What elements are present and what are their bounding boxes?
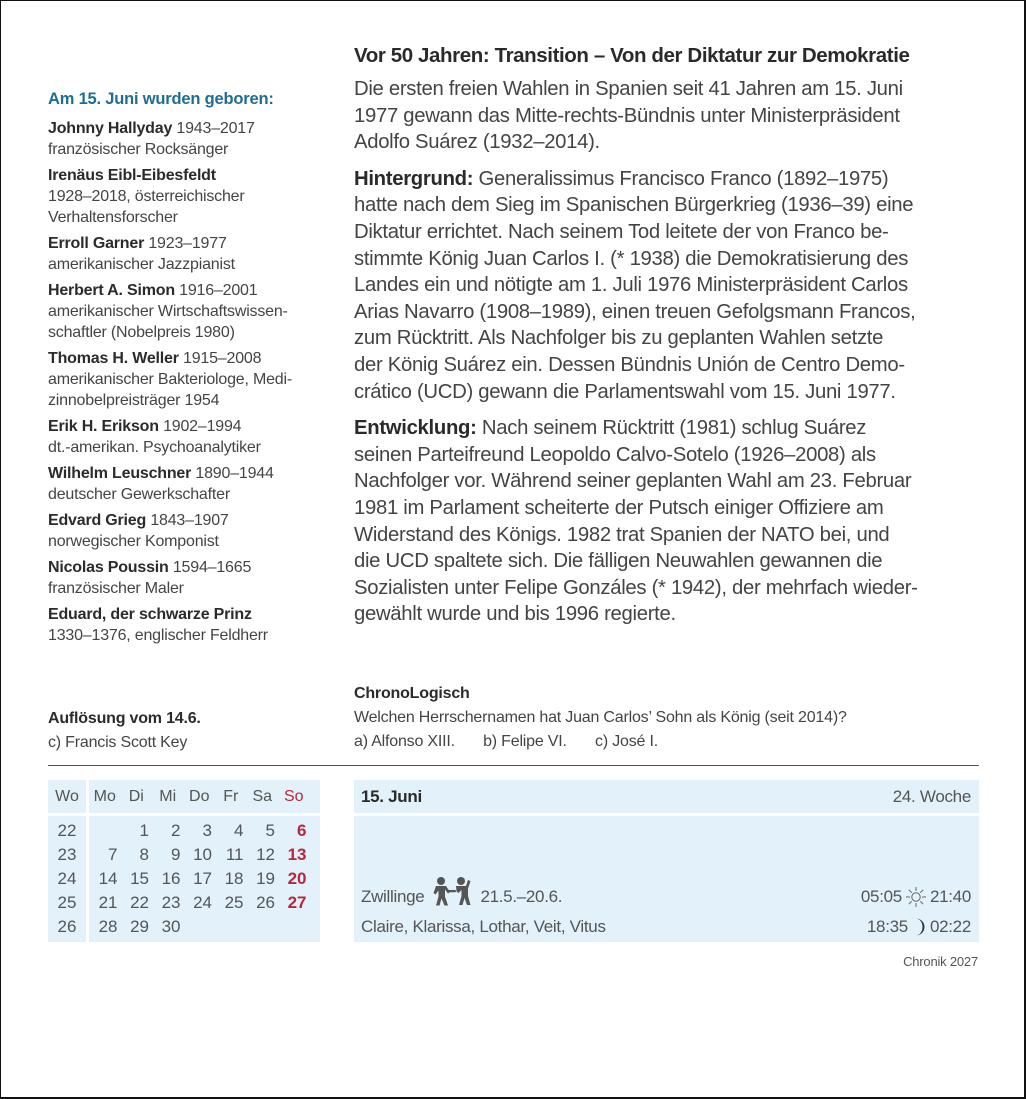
footer-label: Chronik 2027 bbox=[903, 954, 978, 969]
birth-name: Nicolas Poussin bbox=[48, 559, 169, 576]
calendar-day: 22 bbox=[130, 893, 149, 912]
calendar-day-header: Mi bbox=[159, 787, 177, 805]
birth-description: amerikanischer Jazzpianist bbox=[48, 256, 235, 273]
quiz-section bbox=[354, 682, 979, 754]
calendar-week-row bbox=[89, 891, 320, 915]
calendar-day: 2 bbox=[171, 821, 181, 840]
quiz-question: Welchen Herrschernamen hat Juan Carlos’ Sohn als König (seit 2014)? bbox=[354, 709, 847, 726]
article-line: Sozialisten unter Felipe Gonzáles (* 1942), der mehrfach wieder- bbox=[354, 576, 918, 599]
solution-section bbox=[48, 707, 328, 755]
calendar-day: 21 bbox=[98, 893, 118, 912]
birth-name: Thomas H. Weller bbox=[48, 350, 179, 367]
article-development bbox=[354, 415, 979, 628]
article-title: Vor 50 Jahren: Transition – Von der Diktatur zur Demokratie bbox=[354, 44, 910, 67]
quiz-option-c: c) José I. bbox=[595, 733, 658, 750]
calendar-day: 28 bbox=[98, 917, 118, 936]
sun-times bbox=[861, 886, 971, 908]
calendar-day: 17 bbox=[193, 869, 212, 888]
calendar-day-header: So bbox=[283, 787, 304, 805]
solution-answer: c) Francis Scott Key bbox=[48, 734, 188, 751]
calendar-day: 26 bbox=[256, 893, 275, 912]
births-section bbox=[48, 88, 323, 651]
background-first-line: Generalissimus Francisco Franco (1892–1975) bbox=[473, 167, 889, 190]
article-intro bbox=[354, 76, 979, 156]
calendar-week-header: Wo bbox=[48, 780, 86, 813]
birth-years: 1594–1665 bbox=[172, 559, 252, 576]
calendar-week-row bbox=[89, 819, 320, 843]
birth-years: 1890–1944 bbox=[195, 465, 274, 482]
calendar-day: 27 bbox=[287, 893, 307, 912]
calendar-days-column bbox=[89, 780, 320, 942]
calendar-day: 14 bbox=[98, 869, 118, 888]
background-lead: Hintergrund: bbox=[354, 167, 474, 190]
zodiac-range: 21.5.–20.6. bbox=[480, 887, 563, 906]
birth-description: amerikanischer Bakteriologe, Medi- bbox=[48, 371, 292, 388]
article-line: stimmte König Juan Carlos I. (* 1938) die Demokratisierung des bbox=[354, 247, 909, 270]
calendar-day: 13 bbox=[287, 845, 307, 864]
birth-entry bbox=[48, 348, 323, 411]
calendar-week-number: 24 bbox=[57, 869, 77, 888]
birth-entry bbox=[48, 416, 323, 458]
quiz-title: ChronoLogisch bbox=[354, 685, 470, 702]
birth-entry bbox=[48, 557, 323, 599]
article-line: Widerstand des Königs. 1982 trat Spanien der NATO bei, und bbox=[354, 523, 890, 546]
calendar-day: 19 bbox=[256, 869, 275, 888]
calendar-day: 3 bbox=[202, 821, 212, 840]
birth-name: Johnny Hallyday bbox=[48, 120, 173, 137]
birth-description: schaftler (Nobelpreis 1980) bbox=[48, 324, 235, 341]
sunrise-time: 05:05 bbox=[860, 887, 902, 906]
sunset-time: 21:40 bbox=[929, 887, 971, 906]
article-line: gewählt wurde und bis 1996 regierte. bbox=[354, 603, 676, 626]
birth-description: dt.-amerikan. Psychoanalytiker bbox=[48, 439, 261, 456]
calendar-day: 11 bbox=[225, 845, 244, 864]
birth-description: deutscher Gewerkschafter bbox=[48, 486, 230, 503]
birth-name: Erik H. Erikson bbox=[48, 418, 159, 435]
day-body bbox=[354, 816, 979, 942]
sun-icon bbox=[905, 886, 927, 908]
calendar-day-headers bbox=[89, 780, 320, 813]
birth-years: 1923–1977 bbox=[148, 235, 227, 252]
birth-entry bbox=[48, 233, 323, 275]
calendar-day: 24 bbox=[193, 893, 212, 912]
article-line: die UCD spaltete sich. Die fälligen Neuwahlen gewannen die bbox=[354, 550, 883, 573]
moonset-time: 02:22 bbox=[929, 917, 971, 936]
birth-name: Eduard, der schwarze Prinz bbox=[48, 606, 252, 623]
birth-entry bbox=[48, 118, 323, 160]
birth-description: französischer Maler bbox=[48, 580, 184, 597]
article-line: 1981 im Parlament scheiterte der Putsch einiger Offiziere am bbox=[354, 496, 884, 519]
article-line: Arias Navarro (1908–1989), einen treuen Gefolgsmann Francos, bbox=[354, 300, 916, 323]
calendar-day-header: Sa bbox=[252, 787, 273, 805]
day-box bbox=[354, 780, 979, 942]
moon-icon bbox=[911, 917, 927, 937]
birth-entry bbox=[48, 463, 323, 505]
day-week-number: 24. Woche bbox=[892, 786, 971, 806]
birth-description: zinnobelpreisträger 1954 bbox=[48, 392, 220, 409]
calendar-day: 8 bbox=[139, 845, 149, 864]
birth-entry bbox=[48, 510, 323, 552]
births-title: Am 15. Juni wurden geboren: bbox=[48, 90, 274, 108]
birth-name: Herbert A. Simon bbox=[48, 282, 175, 299]
birth-years: 1916–2001 bbox=[179, 282, 258, 299]
birth-name: Irenäus Eibl-Eibesfeldt bbox=[48, 167, 216, 184]
birth-description: norwegischer Komponist bbox=[48, 533, 219, 550]
birth-years: 1915–2008 bbox=[183, 350, 262, 367]
article bbox=[354, 42, 979, 638]
quiz-option-a: a) Alfonso XIII. bbox=[354, 733, 455, 750]
birth-description: französischer Rocksänger bbox=[48, 141, 229, 158]
calendar-day: 20 bbox=[287, 869, 307, 888]
calendar-week-numbers bbox=[48, 816, 86, 942]
calendar-days-grid bbox=[89, 816, 320, 942]
calendar-week-number: 23 bbox=[57, 845, 77, 864]
calendar-week-column bbox=[48, 780, 86, 942]
article-line: Diktatur errichtet. Nach seinem Tod leitete der von Franco be- bbox=[354, 220, 889, 243]
birth-years: 1902–1994 bbox=[163, 418, 242, 435]
gemini-twins-icon bbox=[428, 884, 476, 911]
article-line: hatte nach dem Sieg im Spanischen Bürgerkrieg (1936–39) eine bbox=[354, 194, 914, 217]
birth-name: Erroll Garner bbox=[48, 235, 145, 252]
article-background bbox=[354, 166, 979, 405]
moonrise-time: 18:35 bbox=[866, 917, 908, 936]
development-lead: Entwicklung: bbox=[354, 417, 477, 440]
calendar-day: 29 bbox=[130, 917, 149, 936]
births-list bbox=[48, 118, 323, 646]
namedays-moon-row bbox=[361, 914, 971, 940]
calendar-week-number: 25 bbox=[57, 893, 77, 912]
birth-name: Edvard Grieg bbox=[48, 512, 147, 529]
article-line: seinen Parteifreund Leopoldo Calvo-Sotelo (1926–2008) als bbox=[354, 443, 876, 466]
calendar-day: 16 bbox=[161, 869, 181, 888]
calendar-day: 9 bbox=[171, 845, 181, 864]
calendar-day-header: Fr bbox=[223, 787, 239, 805]
calendar-day: 10 bbox=[193, 845, 212, 864]
article-line: crático (UCD) gewann die Parlamentswahl vom 15. Juni 1977. bbox=[354, 380, 896, 403]
birth-entry bbox=[48, 280, 323, 343]
calendar-week-number: 26 bbox=[57, 917, 77, 936]
birth-description: 1928–2018, österreichischer bbox=[48, 188, 245, 205]
name-days: Claire, Klarissa, Lothar, Veit, Vitus bbox=[361, 917, 606, 936]
quiz-option-b: b) Felipe VI. bbox=[483, 733, 567, 750]
article-line: Die ersten freien Wahlen in Spanien seit 41 Jahren am 15. Juni bbox=[354, 78, 903, 100]
calendar-day: 5 bbox=[265, 821, 275, 840]
calendar-day-header: Di bbox=[128, 787, 144, 805]
article-line: 1977 gewann das Mitte-rechts-Bündnis unter Ministerpräsident bbox=[354, 104, 900, 127]
calendar-day: 6 bbox=[297, 821, 307, 840]
solution-title: Auflösung vom 14.6. bbox=[48, 710, 201, 727]
article-line: Landes ein und nötigte am 1. Juli 1976 Ministerpräsident Carlos bbox=[354, 274, 908, 297]
calendar-day: 18 bbox=[224, 869, 244, 888]
calendar-day: 25 bbox=[224, 893, 244, 912]
calendar-day: 7 bbox=[108, 845, 118, 864]
day-date: 15. Juni bbox=[361, 786, 422, 806]
month-calendar bbox=[48, 780, 320, 942]
article-line: Adolfo Suárez (1932–2014). bbox=[354, 131, 600, 154]
calendar-day: 12 bbox=[256, 845, 275, 864]
article-line: zum Rücktritt. Als Nachfolger bis zu geplanten Wahlen setzte bbox=[354, 327, 884, 350]
birth-description: amerikanischer Wirtschaftswissen- bbox=[48, 303, 288, 320]
development-first-line: Nach seinem Rücktritt (1981) schlug Suárez bbox=[476, 417, 867, 440]
zodiac-name: Zwillinge bbox=[361, 887, 425, 906]
birth-name: Wilhelm Leuschner bbox=[48, 465, 192, 482]
calendar-week-number: 22 bbox=[57, 821, 77, 840]
calendar-week-row bbox=[89, 915, 320, 939]
birth-years: 1843–1907 bbox=[150, 512, 229, 529]
birth-entry bbox=[48, 165, 323, 228]
article-line: Nachfolger vor. Während seiner geplanten Wahl am 23. Februar bbox=[354, 470, 912, 493]
moon-times bbox=[867, 917, 971, 937]
birth-entry bbox=[48, 604, 323, 646]
birth-description: Verhaltensforscher bbox=[48, 209, 178, 226]
divider bbox=[48, 765, 979, 766]
birth-description: 1330–1376, englischer Feldherr bbox=[48, 627, 268, 644]
day-header bbox=[354, 780, 979, 813]
birth-years: 1943–2017 bbox=[176, 120, 255, 137]
calendar-day: 30 bbox=[161, 917, 181, 936]
calendar-week-row bbox=[89, 867, 320, 891]
calendar-day: 4 bbox=[234, 821, 244, 840]
quiz-options bbox=[354, 730, 979, 754]
calendar-day-header: Do bbox=[189, 787, 210, 805]
calendar-day: 23 bbox=[161, 893, 181, 912]
calendar-day: 15 bbox=[130, 869, 149, 888]
calendar-day-header: Mo bbox=[93, 787, 116, 805]
article-line: der König Suárez ein. Dessen Bündnis Unión de Centro Demo- bbox=[354, 353, 905, 376]
zodiac-sun-row bbox=[361, 884, 971, 910]
calendar-day: 1 bbox=[139, 821, 149, 840]
zodiac-info bbox=[361, 884, 562, 911]
calendar-week-row bbox=[89, 843, 320, 867]
